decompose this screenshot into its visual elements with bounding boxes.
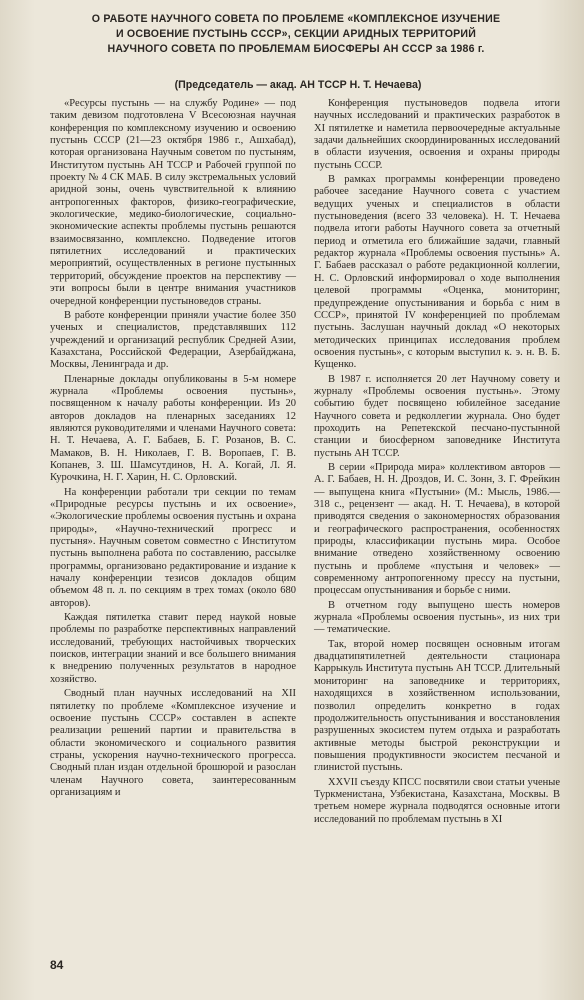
paragraph: В 1987 г. исполняется 20 лет Научному совету и журналу «Проблемы освоения пустынь». Этому событию будет посвящено юбилейное заседание Научного совета и редколлегии журнала. Оно будет проходить на Репетекской песчано-пустынной станции и биосферном заповеднике Института пустынь АН ТССР. (314, 373, 560, 459)
page-number: 84 (50, 958, 64, 972)
paragraph: В серии «Природа мира» коллективом авторов — А. Г. Бабаев, Н. Н. Дроздов, И. С. Зонн, З. Г. Фрейкин — выпущена книга «Пустыни» (М.: Мысль, 1986.—318 с., рецензент — акад. Н. Т. Нечаева), в которой приводятся сведения о закономерностях образования и географического распространения, особенностях природы, классификации пустынь мира. Особое внимание отведено хозяйственному освоению пустынь и проблеме «пустыня и человек» — современному антропогенному прессу на пустыни, процессам опустынивания и борьбе с ними. (314, 461, 560, 597)
paragraph: Конференция пустыноведов подвела итоги научных исследований и практических разработок в XI пятилетке и наметила первоочередные актуальные задачи дальнейших скоординированных исследований в области изучения, освоения и охраны природы пустынь СССР. (314, 98, 560, 171)
paragraph: Пленарные доклады опубликованы в 5-м номере журнала «Проблемы освоения пустынь», посвященном к началу работы конференции. Из 20 авторов докладов на пленарных заседаниях 12 являются руководителями и членами Научного совета: Н. Т. Нечаева, А. Г. Бабаев, Б. Г. Розанов, В. С. Мамаков, В. Н. Николаев, Г. В. Воропаев, Г. В. Копанев, З. Ш. Шамсутдинов, Н. А. Когай, Л. Я. Курочкина, Н. Г. Харин, Н. С. Орловский. (50, 373, 296, 484)
right-column (314, 98, 560, 827)
paragraph: «Ресурсы пустынь — на службу Родине» — под таким девизом подготовлена V Всесоюзная научная конференция по комплексному изучению и освоению пустынь СССР (21—23 октября 1986 г., Ашхабад), которая организована Научным советом по пустыням, Институтом пустынь АН ТССР и Рабочей группой по проекту № 4 СК МАБ. В силу экстремальных условий аридной зоны, очень чувствительной к влиянию антропогенных факторов, физико-географические, экологические, медико-биологические, социально-экономические аспекты проблемы пустынь решаются взаимосвязанно, комплексно. Подведение итогов пятилетних исследований и практических мероприятий, осуществленных в регионе пустынных территорий, обсуждение проектов на перспективу — эти вопросы были в центре внимания участников очередной конференции пустыноведов страны. (50, 98, 296, 307)
paragraph: На конференции работали три секции по темам «Природные ресурсы пустынь и их освоение», «Экологические проблемы освоения пустынь и охрана природы», «Научно-технический прогресс и пустыня». Научным советом совместно с Институтом пустынь выполнена работа по составлению, рассылке программы, организовано редактирование и издание к началу конференции тезисов докладов общим объемом 48 п. л. по секциям в трех томах (около 680 авторов). (50, 486, 296, 609)
left-column (50, 98, 296, 800)
paragraph: В работе конференции приняли участие более 350 ученых и специалистов, представлявших 112 учреждений и организаций республик Средней Азии, Казахстана, Российской Федерации, Азербайджана, Москвы, Ленинграда и др. (50, 309, 296, 371)
paragraph: Так, второй номер посвящен основным итогам двадцатипятилетней деятельности стационара Каррыкуль Института пустынь АН ТССР. Длительный мониторинг на заповеднике и территориях, находящихся в хозяйственном использовании, позволил определить конкретно в годах продолжительность опустынивания и восстановления разрушенных экосистем путем отдыха и разработать активные методы быстрой реконструкции и повышения продуктивности экосистем песчаной и глинистой пустынь. (314, 638, 560, 774)
title-line: И ОСВОЕНИЕ ПУСТЫНЬ СССР», СЕКЦИИ АРИДНЫХ ТЕРРИТОРИЙ (115, 28, 477, 40)
paragraph: В рамках программы конференции проведено рабочее заседание Научного совета с участием ведущих ученых и специалистов в области пустыноведения (всего 33 человека). Н. Т. Нечаева подвела итоги работы Научного совета за отчетный период и отметила его ближайшие задачи, главный редактор журнала «Проблемы освоения пустынь» А. Г. Бабаев рассказал о работе редакционной коллегии, Н. С. Орловский информировал о ходе выполнения целевой программы «Оценка, мониторинг, предупреждение опустынивания и борьба с ним в СССР», принятой IV конференцией по проблемам пустынь. Заслушан научный доклад «О некоторых методических принципах исследования проблем освоения пустынь», с которым выступил к. э. н. В. Б. Кущенко. (314, 174, 560, 371)
title-line: НАУЧНОГО СОВЕТА ПО ПРОБЛЕМАМ БИОСФЕРЫ АН СССР за 1986 г. (107, 43, 485, 55)
article-title (38, 12, 554, 57)
title-line: О РАБОТЕ НАУЧНОГО СОВЕТА ПО ПРОБЛЕМЕ «КОМПЛЕКСНОЕ ИЗУЧЕНИЕ (91, 13, 501, 25)
paragraph: В отчетном году выпущено шесть номеров журнала «Проблемы освоения пустынь», из них три — тематические. (314, 599, 560, 636)
chair-note: (Председатель — акад. АН ТССР Н. Т. Нечаева) (174, 79, 422, 91)
paragraph: XXVII съезду КПСС посвятили свои статьи ученые Туркменистана, Узбекистана, Казахстана, Москвы. В третьем номере журнала подводятся основные итоги исследований по проблемам пустынь в XI (314, 776, 560, 825)
paragraph: Сводный план научных исследований на XII пятилетку по проблеме «Комплексное изучение и освоение пустынь СССР» составлен в аспекте реализации решений партии и правительства в области экономического и социального развития страны, ускорения научно-технического прогресса. Сводный план издан отдельной брошюрой и разослан членам Научного совета, заинтересованным организациям и (50, 688, 296, 798)
paragraph: Каждая пятилетка ставит перед наукой новые проблемы по разработке перспективных направлений исследований, требующих настойчивых творческих поисков, интеграции знаний и все большего внимания к внедрению полученных результатов в народное хозяйство. (50, 612, 296, 685)
